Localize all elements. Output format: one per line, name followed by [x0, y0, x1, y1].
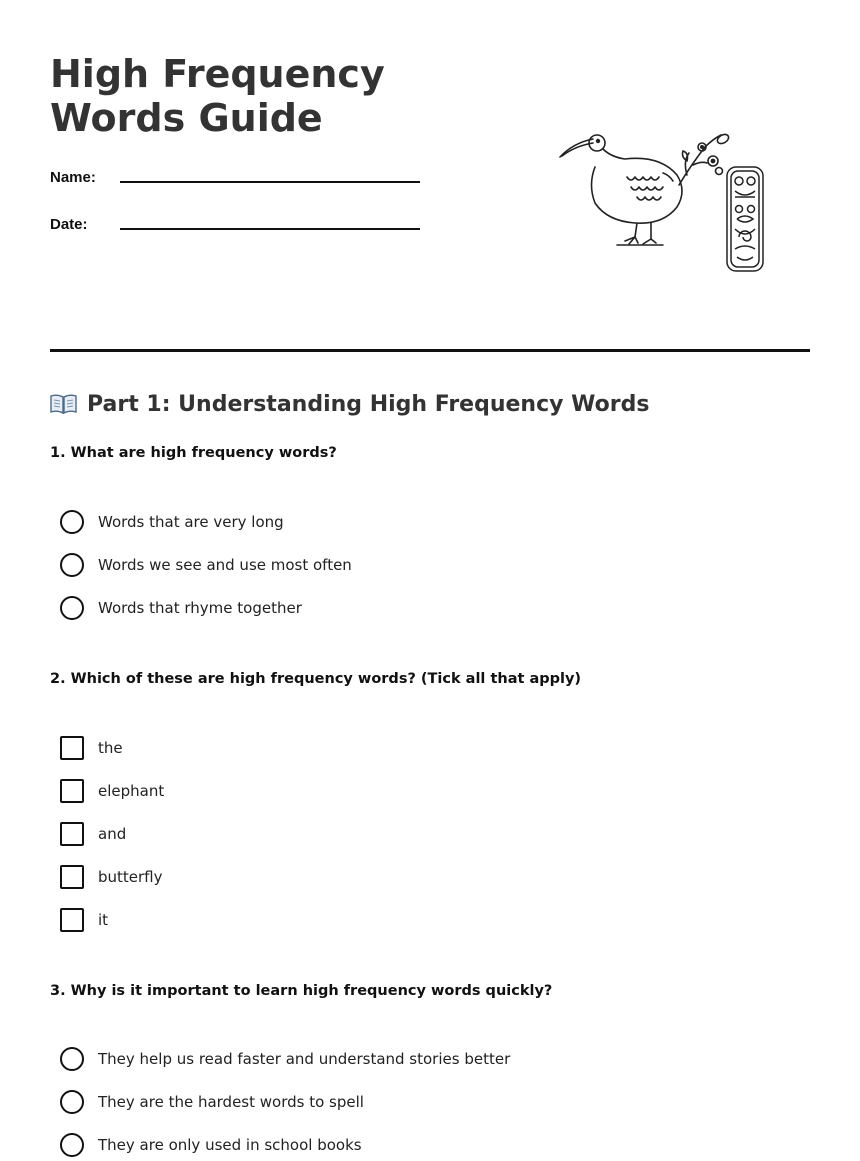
q2-option-2[interactable] — [60, 778, 164, 804]
q2-option-4[interactable] — [60, 864, 163, 890]
radio-button[interactable] — [60, 510, 84, 534]
checkbox[interactable] — [60, 865, 84, 889]
option-label: They are only used in school books — [98, 1136, 362, 1154]
radio-button[interactable] — [60, 1133, 84, 1157]
checkbox[interactable] — [60, 736, 84, 760]
name-field[interactable] — [50, 163, 430, 193]
section-title-text: Part 1: Understanding High Frequency Words — [87, 391, 650, 417]
name-label: Name: — [50, 169, 96, 186]
question-2: 2. Which of these are high frequency words? (Tick all that apply) — [50, 671, 582, 687]
header-divider — [50, 349, 810, 352]
radio-button[interactable] — [60, 1047, 84, 1071]
option-label: butterfly — [98, 868, 163, 886]
q2-option-5[interactable] — [60, 907, 108, 933]
checkbox[interactable] — [60, 908, 84, 932]
option-label: They help us read faster and understand stories better — [98, 1050, 511, 1068]
section-title-part1 — [50, 388, 649, 420]
option-label: the — [98, 739, 123, 757]
name-input-line[interactable] — [120, 181, 420, 183]
checkbox[interactable] — [60, 779, 84, 803]
option-label: They are the hardest words to spell — [98, 1093, 364, 1111]
q3-option-2[interactable] — [60, 1089, 364, 1115]
q1-option-3[interactable] — [60, 595, 302, 621]
date-label: Date: — [50, 216, 88, 233]
radio-button[interactable] — [60, 1090, 84, 1114]
q3-option-3[interactable] — [60, 1132, 362, 1158]
open-book-icon — [50, 393, 77, 415]
q2-option-1[interactable] — [60, 735, 123, 761]
checkbox[interactable] — [60, 822, 84, 846]
option-label: Words we see and use most often — [98, 556, 352, 574]
question-3: 3. Why is it important to learn high frequency words quickly? — [50, 983, 553, 999]
question-1: 1. What are high frequency words? — [50, 445, 337, 461]
q1-option-1[interactable] — [60, 509, 284, 535]
option-label: and — [98, 825, 127, 843]
date-field[interactable] — [50, 210, 430, 240]
q3-option-1[interactable] — [60, 1046, 510, 1072]
page-title: High Frequency Words Guide — [50, 52, 385, 140]
option-label: elephant — [98, 782, 165, 800]
option-label: Words that are very long — [98, 513, 284, 531]
kiwi-bird-illustration — [555, 125, 770, 275]
radio-button[interactable] — [60, 553, 84, 577]
q1-option-2[interactable] — [60, 552, 352, 578]
option-label: it — [98, 911, 109, 929]
option-label: Words that rhyme together — [98, 599, 302, 617]
radio-button[interactable] — [60, 596, 84, 620]
date-input-line[interactable] — [120, 228, 420, 230]
q2-option-3[interactable] — [60, 821, 126, 847]
